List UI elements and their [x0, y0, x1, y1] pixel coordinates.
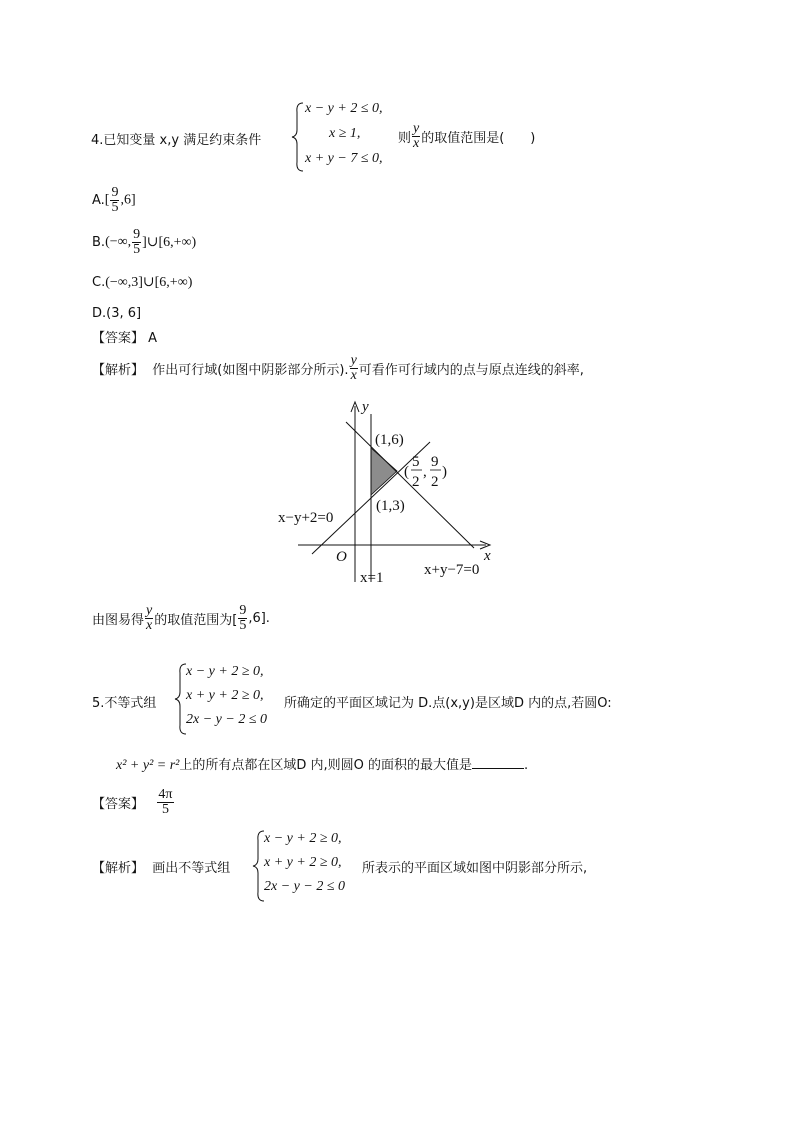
q5-stem-d: . [524, 758, 529, 773]
q4-analysis-b: 可看作可行域内的点与原点连线的斜率, [358, 363, 584, 378]
q4-stem-a: 已知变量 x,y 满足约束条件 [103, 133, 262, 148]
point-3-close: ) [442, 464, 447, 480]
shaded-region [371, 448, 397, 495]
q4-option-a-frac [110, 186, 119, 215]
point-3-comma: , [423, 464, 427, 480]
q4-option-b-den: 5 [133, 242, 141, 257]
x-axis-label: x [484, 548, 491, 564]
q4-option-b [92, 228, 196, 257]
q4-option-a-label: A. [92, 193, 105, 208]
q4-conclusion [92, 604, 270, 633]
q4-conclusion-c: ,6]. [248, 611, 270, 626]
q5-answer-num: 4π [158, 787, 173, 802]
q4-conclusion-b: 的取值范围为[ [154, 613, 238, 628]
q4-conclusion-a: 由图易得 [92, 613, 145, 628]
q4-analysis-frac [350, 354, 358, 383]
point-3-num-2: 9 [431, 454, 439, 470]
q5-analysis-tag: 【解析】 [92, 861, 145, 876]
q5-system-line-1: x − y + 2 ≥ 0, [186, 664, 264, 679]
q4-option-b-post: ]∪[6,+∞) [142, 235, 197, 250]
q5-answer [92, 788, 175, 817]
q4-stem-c: 的取值范围是( ) [421, 131, 536, 146]
q4-answer [92, 327, 157, 346]
q5-number: 5. [92, 696, 105, 711]
q4-option-a [92, 186, 136, 215]
q5-system-line-3: 2x − y − 2 ≤ 0 [186, 712, 268, 727]
q4-analysis-num: y [350, 353, 357, 368]
q4-conclusion-den: x [146, 618, 153, 633]
q5-answer-tag: 【答案】 [92, 797, 145, 812]
q5-stem-line-2 [116, 754, 528, 774]
left-brace-icon [291, 102, 305, 172]
q4-answer-value: A [148, 331, 158, 346]
q4-answer-tag: 【答案】 [92, 331, 145, 346]
q4-conclusion-frac [145, 604, 153, 633]
q5-answer-den: 5 [161, 802, 169, 817]
q4-conclusion-frac-2 [238, 604, 247, 633]
q4-analysis-tag: 【解析】 [92, 363, 145, 378]
q5-system-line-2: x + y + 2 ≥ 0, [186, 688, 264, 703]
answer-blank [472, 758, 524, 769]
q4-system-line-2: x ≥ 1, [329, 126, 361, 141]
q5-analysis-a: 画出不等式组 [152, 861, 231, 876]
q4-option-b-frac [132, 228, 141, 257]
origin-label: O [336, 549, 347, 565]
q4-option-a-den: 5 [111, 200, 119, 215]
q4-analysis-a: 作出可行域(如图中阴影部分所示). [152, 363, 349, 378]
q5-analysis-system-line-2: x + y + 2 ≥ 0, [264, 855, 342, 870]
q4-option-d-text: (3, 6] [106, 306, 142, 321]
q5-analysis [92, 857, 230, 876]
q4-frac-den: x [413, 136, 420, 151]
q5-stem-b: 所确定的平面区域记为 D.点(x,y)是区域D 内的点,若圆O: [284, 696, 612, 711]
q4-option-b-pre: (−∞, [105, 234, 132, 250]
q4-option-c-label: C. [92, 275, 106, 290]
q5-circle-eq: x² + y² = r² [116, 758, 180, 773]
q4-stem-b: 则 [398, 131, 412, 146]
point-3-den-2: 2 [431, 474, 439, 490]
q5-analysis-b: 所表示的平面区域如图中阴影部分所示, [362, 861, 588, 876]
q4-option-c [92, 274, 192, 291]
q4-stem-tail [398, 122, 535, 151]
line-x-eq-1-label: x=1 [360, 570, 384, 586]
point-1-6-label: (1,6) [375, 432, 404, 448]
line-x-plus-y [346, 422, 474, 548]
q5-answer-frac [157, 788, 173, 817]
q4-option-b-label: B. [92, 235, 106, 250]
feasible-region-figure [276, 396, 506, 592]
q4-conclusion-fnum: 9 [239, 603, 247, 618]
q5-analysis-system-line-1: x − y + 2 ≥ 0, [264, 831, 342, 846]
q5-stem-c: 上的所有点都在区域D 内,则圆O 的面积的最大值是 [179, 758, 473, 773]
q4-option-d-label: D. [92, 306, 107, 321]
q4-analysis [92, 354, 584, 383]
q4-option-c-text: (−∞,3]∪[6,+∞) [105, 275, 193, 290]
q4-frac-num: y [413, 121, 420, 136]
y-axis-label: y [362, 399, 369, 415]
q4-option-b-num: 9 [133, 227, 141, 242]
point-3-open: ( [404, 464, 409, 480]
point-3-den-1: 2 [412, 474, 420, 490]
q4-option-a-pre: [ [104, 192, 110, 208]
q5-stem [92, 692, 156, 711]
q4-system-line-3: x + y − 7 ≤ 0, [305, 151, 383, 166]
q4-conclusion-fden: 5 [239, 618, 247, 633]
q4-system-brace [291, 102, 305, 176]
q4-stem [91, 129, 261, 148]
q5-analysis-system-line-3: 2x − y − 2 ≤ 0 [264, 879, 346, 894]
q4-system-line-1: x − y + 2 ≤ 0, [305, 101, 383, 116]
point-1-3-label: (1,3) [376, 498, 405, 514]
q4-number: 4. [91, 133, 104, 148]
q4-fraction [412, 122, 420, 151]
q4-conclusion-num: y [146, 603, 153, 618]
q4-option-d [92, 306, 141, 321]
q4-option-a-post: ,6] [120, 192, 136, 208]
q4-analysis-den: x [350, 368, 357, 383]
q4-option-a-num: 9 [111, 185, 119, 200]
point-3-num-1: 5 [412, 454, 420, 470]
q5-stem-a: 不等式组 [104, 696, 157, 711]
line-x-minus-y-label: x−y+2=0 [278, 510, 334, 526]
line-x-plus-y-label: x+y−7=0 [424, 562, 480, 578]
